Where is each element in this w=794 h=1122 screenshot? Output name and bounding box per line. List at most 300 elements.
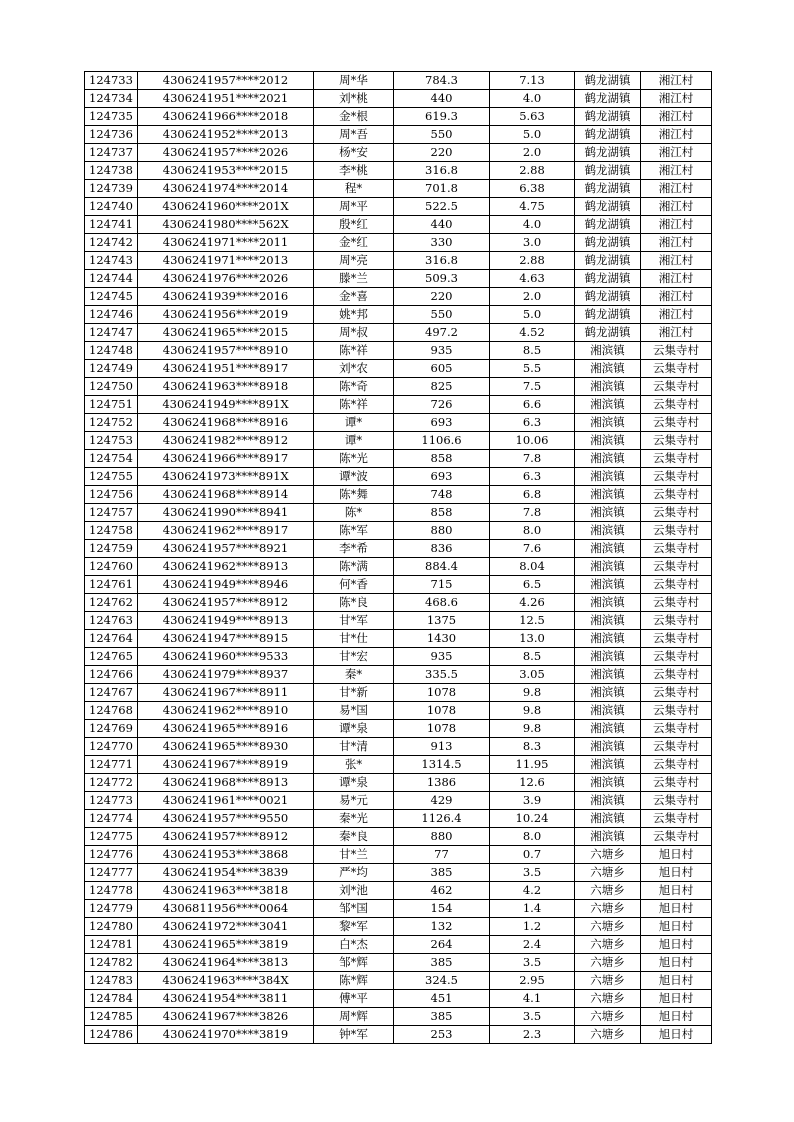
town-cell: 湘滨镇 [575,576,641,594]
area-cell: 5.63 [490,108,575,126]
table-row [85,954,712,972]
village-cell: 湘江村 [641,306,712,324]
table-row [85,234,712,252]
table-row [85,378,712,396]
name-cell: 甘*仕 [314,630,394,648]
table-row [85,324,712,342]
village-cell: 云集寺村 [641,684,712,702]
village-cell: 云集寺村 [641,360,712,378]
id-number-cell: 4306241971****2013 [138,252,314,270]
name-cell: 甘*宏 [314,648,394,666]
area-cell: 6.6 [490,396,575,414]
table-row [85,108,712,126]
amount-cell: 429 [394,792,490,810]
id-number-cell: 4306241951****8917 [138,360,314,378]
area-cell: 12.6 [490,774,575,792]
area-cell: 5.0 [490,306,575,324]
id-number-cell: 4306241957****8912 [138,828,314,846]
table-row [85,270,712,288]
town-cell: 鹤龙湖镇 [575,198,641,216]
area-cell: 3.5 [490,954,575,972]
area-cell: 4.26 [490,594,575,612]
town-cell: 湘滨镇 [575,594,641,612]
name-cell: 秦*光 [314,810,394,828]
area-cell: 2.3 [490,1026,575,1044]
area-cell: 4.75 [490,198,575,216]
area-cell: 4.63 [490,270,575,288]
amount-cell: 264 [394,936,490,954]
table-row [85,558,712,576]
table-row [85,684,712,702]
area-cell: 8.0 [490,828,575,846]
record-id-cell: 124746 [85,306,138,324]
table-row [85,414,712,432]
amount-cell: 324.5 [394,972,490,990]
id-number-cell: 4306241967****3826 [138,1008,314,1026]
amount-cell: 701.8 [394,180,490,198]
table-row [85,720,712,738]
id-number-cell: 4306241952****2013 [138,126,314,144]
name-cell: 程* [314,180,394,198]
record-id-cell: 124771 [85,756,138,774]
id-number-cell: 4306811956****0064 [138,900,314,918]
amount-cell: 154 [394,900,490,918]
area-cell: 6.3 [490,468,575,486]
village-cell: 旭日村 [641,864,712,882]
village-cell: 湘江村 [641,270,712,288]
amount-cell: 440 [394,90,490,108]
document-page [84,71,711,1044]
id-number-cell: 4306241951****2021 [138,90,314,108]
town-cell: 鹤龙湖镇 [575,270,641,288]
town-cell: 鹤龙湖镇 [575,216,641,234]
village-cell: 云集寺村 [641,738,712,756]
table-row [85,342,712,360]
village-cell: 旭日村 [641,936,712,954]
town-cell: 湘滨镇 [575,486,641,504]
amount-cell: 1126.4 [394,810,490,828]
name-cell: 陈* [314,504,394,522]
name-cell: 刘*桃 [314,90,394,108]
id-number-cell: 4306241966****2018 [138,108,314,126]
town-cell: 六塘乡 [575,846,641,864]
village-cell: 云集寺村 [641,468,712,486]
name-cell: 李*桃 [314,162,394,180]
village-cell: 云集寺村 [641,792,712,810]
area-cell: 8.3 [490,738,575,756]
amount-cell: 440 [394,216,490,234]
name-cell: 金*喜 [314,288,394,306]
id-number-cell: 4306241947****8915 [138,630,314,648]
town-cell: 鹤龙湖镇 [575,126,641,144]
table-row [85,630,712,648]
town-cell: 湘滨镇 [575,684,641,702]
village-cell: 云集寺村 [641,576,712,594]
village-cell: 云集寺村 [641,432,712,450]
name-cell: 谭* [314,414,394,432]
village-cell: 云集寺村 [641,504,712,522]
village-cell: 湘江村 [641,180,712,198]
area-cell: 9.8 [490,720,575,738]
id-number-cell: 4306241954****3839 [138,864,314,882]
area-cell: 9.8 [490,702,575,720]
name-cell: 邹*辉 [314,954,394,972]
record-id-cell: 124741 [85,216,138,234]
record-id-cell: 124766 [85,666,138,684]
table-row [85,126,712,144]
area-cell: 7.8 [490,450,575,468]
name-cell: 陈*光 [314,450,394,468]
village-cell: 云集寺村 [641,612,712,630]
area-cell: 2.88 [490,162,575,180]
table-row [85,288,712,306]
amount-cell: 1106.6 [394,432,490,450]
town-cell: 湘滨镇 [575,450,641,468]
amount-cell: 1386 [394,774,490,792]
record-id-cell: 124770 [85,738,138,756]
area-cell: 6.3 [490,414,575,432]
village-cell: 云集寺村 [641,630,712,648]
amount-cell: 220 [394,288,490,306]
area-cell: 6.38 [490,180,575,198]
id-number-cell: 4306241980****562X [138,216,314,234]
name-cell: 甘*清 [314,738,394,756]
record-id-cell: 124758 [85,522,138,540]
record-id-cell: 124763 [85,612,138,630]
name-cell: 邹*国 [314,900,394,918]
town-cell: 湘滨镇 [575,828,641,846]
town-cell: 六塘乡 [575,1008,641,1026]
name-cell: 易*元 [314,792,394,810]
table-row [85,702,712,720]
record-id-cell: 124768 [85,702,138,720]
table-row [85,468,712,486]
record-id-cell: 124740 [85,198,138,216]
record-id-cell: 124781 [85,936,138,954]
amount-cell: 385 [394,1008,490,1026]
record-id-cell: 124738 [85,162,138,180]
town-cell: 六塘乡 [575,900,641,918]
town-cell: 鹤龙湖镇 [575,162,641,180]
name-cell: 杨*安 [314,144,394,162]
table-row [85,180,712,198]
town-cell: 六塘乡 [575,918,641,936]
id-number-cell: 4306241957****2026 [138,144,314,162]
record-id-cell: 124774 [85,810,138,828]
records-table-body [85,72,712,1044]
name-cell: 谭*波 [314,468,394,486]
area-cell: 2.0 [490,144,575,162]
id-number-cell: 4306241957****8910 [138,342,314,360]
id-number-cell: 4306241967****8919 [138,756,314,774]
record-id-cell: 124777 [85,864,138,882]
id-number-cell: 4306241965****8916 [138,720,314,738]
table-row [85,252,712,270]
town-cell: 六塘乡 [575,864,641,882]
table-row [85,162,712,180]
amount-cell: 825 [394,378,490,396]
name-cell: 刘*农 [314,360,394,378]
area-cell: 2.88 [490,252,575,270]
table-row [85,72,712,90]
id-number-cell: 4306241964****3813 [138,954,314,972]
area-cell: 9.8 [490,684,575,702]
amount-cell: 880 [394,522,490,540]
id-number-cell: 4306241962****8913 [138,558,314,576]
id-number-cell: 4306241960****201X [138,198,314,216]
amount-cell: 836 [394,540,490,558]
table-row [85,828,712,846]
id-number-cell: 4306241954****3811 [138,990,314,1008]
village-cell: 湘江村 [641,144,712,162]
area-cell: 4.2 [490,882,575,900]
town-cell: 鹤龙湖镇 [575,324,641,342]
amount-cell: 1078 [394,684,490,702]
record-id-cell: 124734 [85,90,138,108]
town-cell: 湘滨镇 [575,540,641,558]
town-cell: 鹤龙湖镇 [575,252,641,270]
name-cell: 谭* [314,432,394,450]
town-cell: 湘滨镇 [575,648,641,666]
area-cell: 3.9 [490,792,575,810]
village-cell: 湘江村 [641,126,712,144]
id-number-cell: 4306241961****0021 [138,792,314,810]
village-cell: 旭日村 [641,918,712,936]
name-cell: 严*均 [314,864,394,882]
record-id-cell: 124762 [85,594,138,612]
record-id-cell: 124744 [85,270,138,288]
record-id-cell: 124784 [85,990,138,1008]
amount-cell: 77 [394,846,490,864]
table-row [85,846,712,864]
area-cell: 2.4 [490,936,575,954]
table-row [85,360,712,378]
area-cell: 4.52 [490,324,575,342]
area-cell: 3.0 [490,234,575,252]
area-cell: 10.06 [490,432,575,450]
town-cell: 鹤龙湖镇 [575,180,641,198]
town-cell: 六塘乡 [575,1026,641,1044]
village-cell: 旭日村 [641,900,712,918]
table-row [85,486,712,504]
record-id-cell: 124753 [85,432,138,450]
area-cell: 7.5 [490,378,575,396]
area-cell: 12.5 [490,612,575,630]
record-id-cell: 124757 [85,504,138,522]
town-cell: 鹤龙湖镇 [575,306,641,324]
name-cell: 陈*舞 [314,486,394,504]
id-number-cell: 4306241960****9533 [138,648,314,666]
town-cell: 鹤龙湖镇 [575,144,641,162]
id-number-cell: 4306241962****8910 [138,702,314,720]
table-row [85,612,712,630]
town-cell: 六塘乡 [575,936,641,954]
id-number-cell: 4306241965****2015 [138,324,314,342]
village-cell: 旭日村 [641,882,712,900]
amount-cell: 858 [394,504,490,522]
name-cell: 甘*军 [314,612,394,630]
record-id-cell: 124773 [85,792,138,810]
village-cell: 云集寺村 [641,774,712,792]
village-cell: 旭日村 [641,846,712,864]
record-id-cell: 124778 [85,882,138,900]
area-cell: 2.0 [490,288,575,306]
id-number-cell: 4306241953****3868 [138,846,314,864]
amount-cell: 335.5 [394,666,490,684]
amount-cell: 220 [394,144,490,162]
table-row [85,504,712,522]
table-row [85,306,712,324]
id-number-cell: 4306241939****2016 [138,288,314,306]
village-cell: 云集寺村 [641,666,712,684]
id-number-cell: 4306241968****8916 [138,414,314,432]
town-cell: 湘滨镇 [575,738,641,756]
area-cell: 7.6 [490,540,575,558]
id-number-cell: 4306241965****8930 [138,738,314,756]
record-id-cell: 124782 [85,954,138,972]
name-cell: 何*香 [314,576,394,594]
amount-cell: 619.3 [394,108,490,126]
name-cell: 陈*军 [314,522,394,540]
name-cell: 谭*泉 [314,774,394,792]
name-cell: 滕*兰 [314,270,394,288]
area-cell: 3.5 [490,1008,575,1026]
village-cell: 湘江村 [641,324,712,342]
name-cell: 陈*辉 [314,972,394,990]
village-cell: 云集寺村 [641,522,712,540]
town-cell: 六塘乡 [575,990,641,1008]
amount-cell: 550 [394,306,490,324]
table-row [85,792,712,810]
name-cell: 甘*新 [314,684,394,702]
amount-cell: 330 [394,234,490,252]
amount-cell: 451 [394,990,490,1008]
area-cell: 8.5 [490,648,575,666]
town-cell: 湘滨镇 [575,414,641,432]
amount-cell: 858 [394,450,490,468]
amount-cell: 693 [394,468,490,486]
amount-cell: 605 [394,360,490,378]
town-cell: 六塘乡 [575,954,641,972]
village-cell: 云集寺村 [641,540,712,558]
village-cell: 湘江村 [641,216,712,234]
record-id-cell: 124759 [85,540,138,558]
name-cell: 陈*良 [314,594,394,612]
record-id-cell: 124737 [85,144,138,162]
name-cell: 白*杰 [314,936,394,954]
town-cell: 湘滨镇 [575,774,641,792]
area-cell: 5.0 [490,126,575,144]
name-cell: 陈*奇 [314,378,394,396]
town-cell: 湘滨镇 [575,666,641,684]
id-number-cell: 4306241967****8911 [138,684,314,702]
town-cell: 湘滨镇 [575,396,641,414]
area-cell: 8.04 [490,558,575,576]
table-row [85,1026,712,1044]
record-id-cell: 124743 [85,252,138,270]
town-cell: 鹤龙湖镇 [575,72,641,90]
village-cell: 湘江村 [641,90,712,108]
table-row [85,396,712,414]
table-row [85,540,712,558]
record-id-cell: 124776 [85,846,138,864]
record-id-cell: 124733 [85,72,138,90]
amount-cell: 1078 [394,702,490,720]
name-cell: 周*平 [314,198,394,216]
table-row [85,90,712,108]
town-cell: 湘滨镇 [575,720,641,738]
name-cell: 金*根 [314,108,394,126]
name-cell: 陈*祥 [314,396,394,414]
amount-cell: 497.2 [394,324,490,342]
record-id-cell: 124756 [85,486,138,504]
area-cell: 4.0 [490,90,575,108]
village-cell: 云集寺村 [641,648,712,666]
village-cell: 湘江村 [641,252,712,270]
id-number-cell: 4306241956****2019 [138,306,314,324]
amount-cell: 935 [394,648,490,666]
name-cell: 殷*红 [314,216,394,234]
village-cell: 旭日村 [641,1008,712,1026]
record-id-cell: 124752 [85,414,138,432]
table-row [85,990,712,1008]
id-number-cell: 4306241979****8937 [138,666,314,684]
amount-cell: 316.8 [394,162,490,180]
record-id-cell: 124772 [85,774,138,792]
village-cell: 云集寺村 [641,414,712,432]
id-number-cell: 4306241966****8917 [138,450,314,468]
town-cell: 湘滨镇 [575,792,641,810]
amount-cell: 1430 [394,630,490,648]
record-id-cell: 124747 [85,324,138,342]
id-number-cell: 4306241957****2012 [138,72,314,90]
area-cell: 1.2 [490,918,575,936]
table-row [85,738,712,756]
id-number-cell: 4306241963****8918 [138,378,314,396]
table-row [85,756,712,774]
area-cell: 0.7 [490,846,575,864]
amount-cell: 132 [394,918,490,936]
area-cell: 8.5 [490,342,575,360]
amount-cell: 385 [394,954,490,972]
village-cell: 云集寺村 [641,558,712,576]
village-cell: 旭日村 [641,972,712,990]
name-cell: 钟*军 [314,1026,394,1044]
record-id-cell: 124742 [85,234,138,252]
area-cell: 6.5 [490,576,575,594]
id-number-cell: 4306241963****384X [138,972,314,990]
village-cell: 云集寺村 [641,756,712,774]
record-id-cell: 124736 [85,126,138,144]
name-cell: 李*希 [314,540,394,558]
table-row [85,522,712,540]
name-cell: 周*叔 [314,324,394,342]
village-cell: 云集寺村 [641,450,712,468]
name-cell: 周*吾 [314,126,394,144]
amount-cell: 316.8 [394,252,490,270]
town-cell: 湘滨镇 [575,756,641,774]
amount-cell: 748 [394,486,490,504]
record-id-cell: 124749 [85,360,138,378]
amount-cell: 913 [394,738,490,756]
name-cell: 刘*池 [314,882,394,900]
area-cell: 10.24 [490,810,575,828]
name-cell: 张* [314,756,394,774]
record-id-cell: 124764 [85,630,138,648]
amount-cell: 1078 [394,720,490,738]
village-cell: 湘江村 [641,108,712,126]
record-id-cell: 124765 [85,648,138,666]
